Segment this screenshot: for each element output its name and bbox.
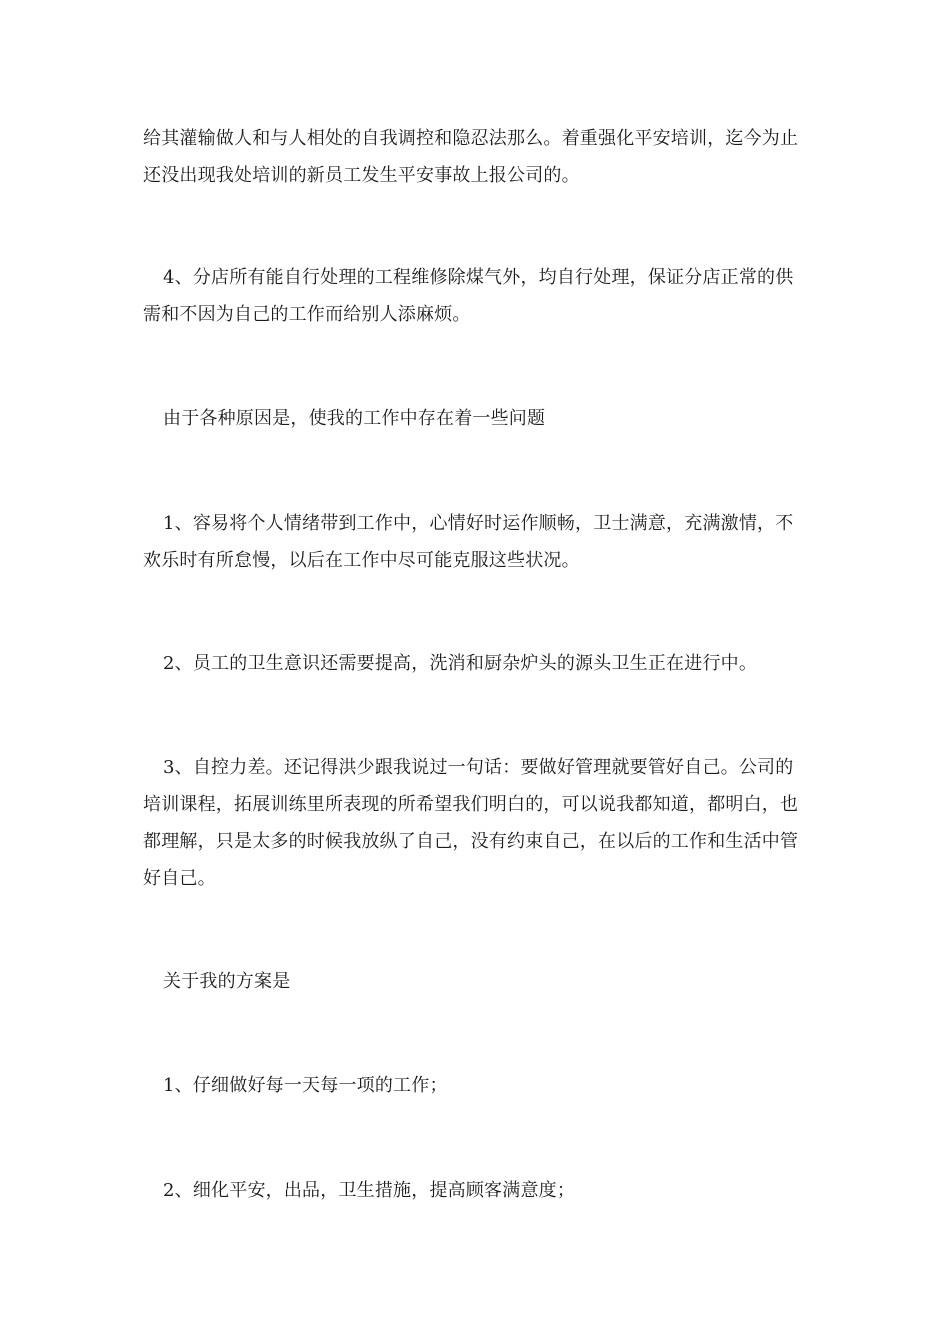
paragraph-problem-3: 3、自控力差。还记得洪少跟我说过一句话：要做好管理就要管好自己。公司的培训课程，拓展训练里所表现的所希望我们明白的，可以说我都知道，都明白，也都理解，只是太多的时候我放纵了自己，没有约束自己，在以后的工作和生活中管好自己。 xyxy=(143,757,799,889)
paragraph-problem-1: 1、容易将个人情绪带到工作中，心情好时运作顺畅，卫士满意，充满激情，不欢乐时有所怠慢，以后在工作中尽可能克服这些状况。 xyxy=(143,513,794,571)
paragraph-plan-heading: 关于我的方案是 xyxy=(163,971,291,992)
paragraph-problem-2: 2、员工的卫生意识还需要提高，洗消和厨杂炉头的源头卫生正在进行中。 xyxy=(163,653,758,674)
paragraph-problems-heading: 由于各种原因是，使我的工作中存在着一些问题 xyxy=(163,408,546,429)
paragraph-plan-1: 1、仔细做好每一天每一项的工作； xyxy=(163,1075,448,1096)
paragraph-item-4-maintenance: 4、分店所有能自行处理的工程维修除煤气外，均自行处理，保证分店正常的供需和不因为自己的工作而给别人添麻烦。 xyxy=(143,267,794,325)
paragraph-plan-2: 2、细化平安，出品，卫生措施，提高顾客满意度； xyxy=(163,1180,576,1201)
paragraph-safety-training: 给其灌输做人和与人相处的自我调控和隐忍法那么。着重强化平安培训，迄今为止还没出现我处培训的新员工发生平安事故上报公司的。 xyxy=(143,128,799,186)
